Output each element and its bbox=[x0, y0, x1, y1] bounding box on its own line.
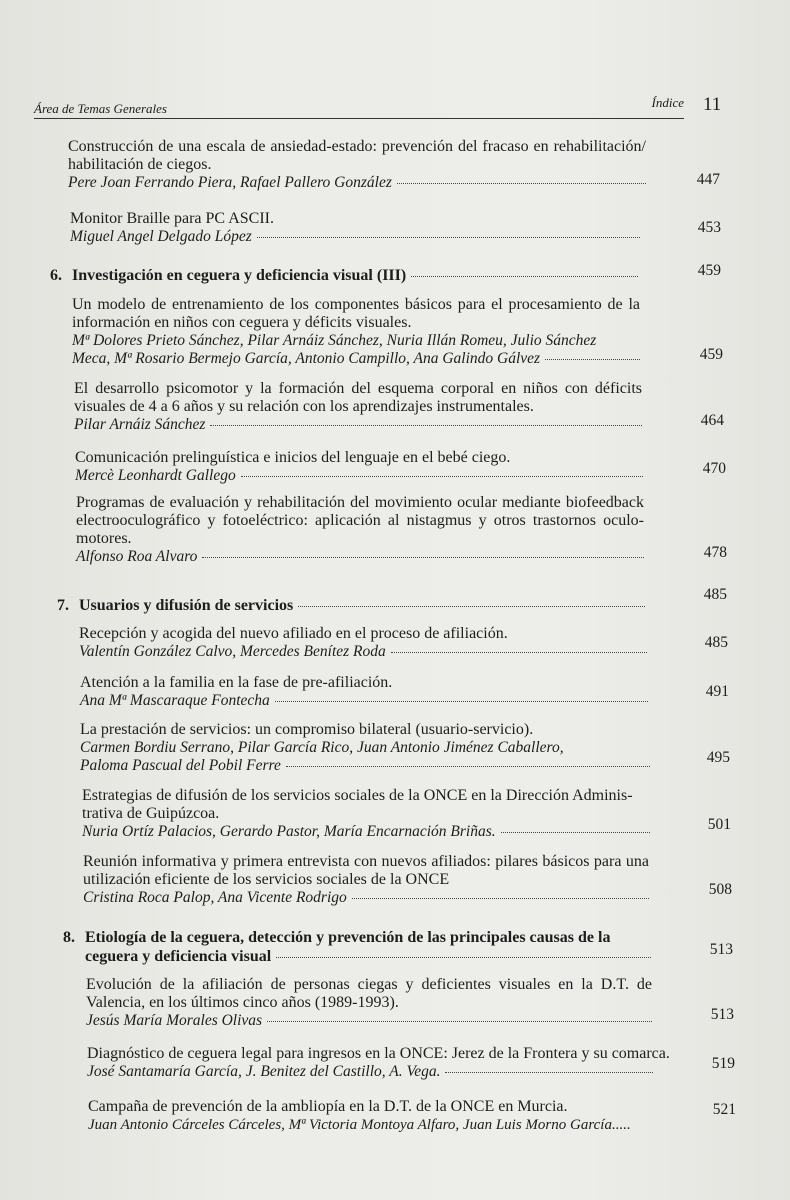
entry-authors: Pere Joan Ferrando Piera, Rafael Pallero González bbox=[68, 174, 646, 192]
entry-authors: Ana Mª Mascaraque Fontecha bbox=[80, 692, 648, 710]
entry-title: Diagnóstico de ceguera legal para ingresos en la ONCE: Jerez de la Frontera y su comarca. bbox=[87, 1045, 670, 1062]
entry-page: 508 bbox=[708, 881, 732, 898]
entry-authors: Carmen Bordiu Serrano, Pilar García Rico, Juan Antonio Jiménez Caballero, bbox=[80, 739, 564, 756]
entry-page: 519 bbox=[711, 1055, 735, 1072]
toc-entry bbox=[82, 787, 650, 841]
entry-page: 453 bbox=[697, 219, 721, 236]
entry-authors: Paloma Pascual del Pobil Ferre bbox=[80, 757, 650, 775]
entry-page: 491 bbox=[705, 683, 729, 700]
toc-entry bbox=[83, 853, 649, 907]
entry-authors: Mª Dolores Prieto Sánchez, Pilar Arnáiz Sánchez, Nuria Illán Romeu, Julio Sánchez bbox=[72, 332, 597, 349]
entry-page: 513 bbox=[710, 1006, 734, 1023]
entry-title: Estrategias de difusión de los servicios sociales de la ONCE en la Dirección Adminis- bbox=[82, 787, 633, 804]
entry-authors: Miguel Angel Delgado López bbox=[70, 228, 640, 246]
section-number: 7. bbox=[57, 597, 69, 614]
section-label: Índice bbox=[651, 95, 684, 110]
entry-authors: Valentín González Calvo, Mercedes Benítez Roda bbox=[79, 643, 647, 661]
entry-authors: Jesús María Morales Olivas bbox=[86, 1012, 652, 1030]
entry-title: trativa de Guipúzcoa. bbox=[82, 805, 220, 822]
entry-authors: Juan Antonio Cárceles Cárceles, Mª Victoria Montoya Alfaro, Juan Luis Morno García..... bbox=[88, 1117, 631, 1133]
entry-title: Comunicación prelinguística e inicios del lenguaje en el bebé ciego. bbox=[75, 449, 511, 466]
section-title: Etiología de la ceguera, detección y prevención de las principales causas de la ceguera y deficiencia visual bbox=[85, 928, 651, 966]
entry-page: 485 bbox=[704, 634, 728, 651]
toc-entry bbox=[70, 210, 640, 246]
toc-section bbox=[63, 928, 651, 968]
entry-title: Campaña de prevención de la ambliopía en la D.T. de la ONCE en Murcia. bbox=[88, 1098, 568, 1115]
entry-page: 478 bbox=[703, 544, 727, 561]
entry-title: Atención a la familia en la fase de pre-afiliación. bbox=[80, 674, 393, 691]
toc-entry bbox=[76, 494, 644, 566]
entry-page: 447 bbox=[696, 171, 720, 188]
toc-entry bbox=[68, 138, 646, 192]
entry-authors: Meca, Mª Rosario Bermejo García, Antonio Campillo, Ana Galindo Gálvez bbox=[72, 350, 640, 368]
entry-title: Evolución de la afiliación de personas ciegas y deficientes visuales en la D.T. de Valencia, en los últimos cinco años (1989-1993). bbox=[86, 976, 652, 1011]
toc-entry bbox=[72, 296, 640, 368]
entry-authors: Cristina Roca Palop, Ana Vicente Rodrigo bbox=[83, 889, 649, 907]
entry-page: 521 bbox=[712, 1101, 736, 1118]
entry-title: La prestación de servicios: un compromiso bilateral (usuario-servicio). bbox=[80, 721, 534, 738]
toc-entry bbox=[80, 721, 650, 775]
entry-page: 464 bbox=[700, 412, 724, 429]
entry-page: 495 bbox=[706, 749, 730, 766]
section-number: 8. bbox=[63, 929, 75, 946]
toc-entry bbox=[87, 1045, 670, 1081]
toc-entry bbox=[86, 976, 652, 1030]
entry-title: Un modelo de entrenamiento de los componentes básicos para el procesamiento de la información en niños con ceguera y déficits visuales. bbox=[72, 296, 640, 331]
toc-section bbox=[50, 266, 640, 286]
section-number: 6. bbox=[50, 267, 62, 284]
toc-entry bbox=[75, 449, 643, 485]
entry-title: Monitor Braille para PC ASCII. bbox=[70, 210, 274, 227]
entry-page: 501 bbox=[707, 816, 731, 833]
entry-title: Recepción y acogida del nuevo afiliado en el proceso de afiliación. bbox=[79, 625, 508, 642]
toc-entry bbox=[74, 380, 642, 434]
toc-entry bbox=[80, 674, 648, 710]
running-head bbox=[34, 95, 684, 119]
section-title: Usuarios y difusión de servicios bbox=[79, 596, 645, 615]
entry-title: El desarrollo psicomotor y la formación del esquema corporal en niños con déficits visuales de 4 a 6 años y su relación con los aprendizajes instrumentales. bbox=[74, 380, 642, 415]
page-folio: 11 bbox=[703, 94, 722, 115]
running-title: Área de Temas Generales bbox=[34, 101, 167, 116]
entry-authors: Nuria Ortíz Palacios, Gerardo Pastor, María Encarnación Briñas. bbox=[82, 823, 650, 841]
entry-title: Construcción de una escala de ansiedad-estado: prevención del fracaso en rehabilitación/ habilitación de ciegos. bbox=[68, 138, 646, 173]
toc-section bbox=[57, 596, 645, 616]
toc-entry bbox=[79, 625, 647, 661]
section-page: 485 bbox=[703, 586, 727, 603]
entry-title: Programas de evaluación y rehabilitación del movimiento ocular mediante biofeedback electrooculográfico y fotoeléctrico: aplicación al nistagmus y otros trastornos oculo-motores. bbox=[76, 494, 644, 547]
section-title: Investigación en ceguera y deficiencia visual (III) bbox=[72, 266, 638, 285]
entry-page: 459 bbox=[699, 346, 723, 363]
section-page: 459 bbox=[697, 262, 721, 279]
entry-authors: Pilar Arnáiz Sánchez bbox=[74, 416, 642, 434]
entry-authors: José Santamaría García, J. Benitez del Castillo, A. Vega. bbox=[87, 1063, 653, 1081]
entry-authors: Alfonso Roa Alvaro bbox=[76, 548, 644, 566]
toc-entry bbox=[88, 1098, 654, 1134]
entry-page: 470 bbox=[702, 460, 726, 477]
section-page: 513 bbox=[709, 941, 733, 958]
entry-title: Reunión informativa y primera entrevista con nuevos afiliados: pilares básicos para una utilización eficiente de los servicios sociales de la ONCE bbox=[83, 853, 649, 888]
entry-authors: Mercè Leonhardt Gallego bbox=[75, 467, 643, 485]
